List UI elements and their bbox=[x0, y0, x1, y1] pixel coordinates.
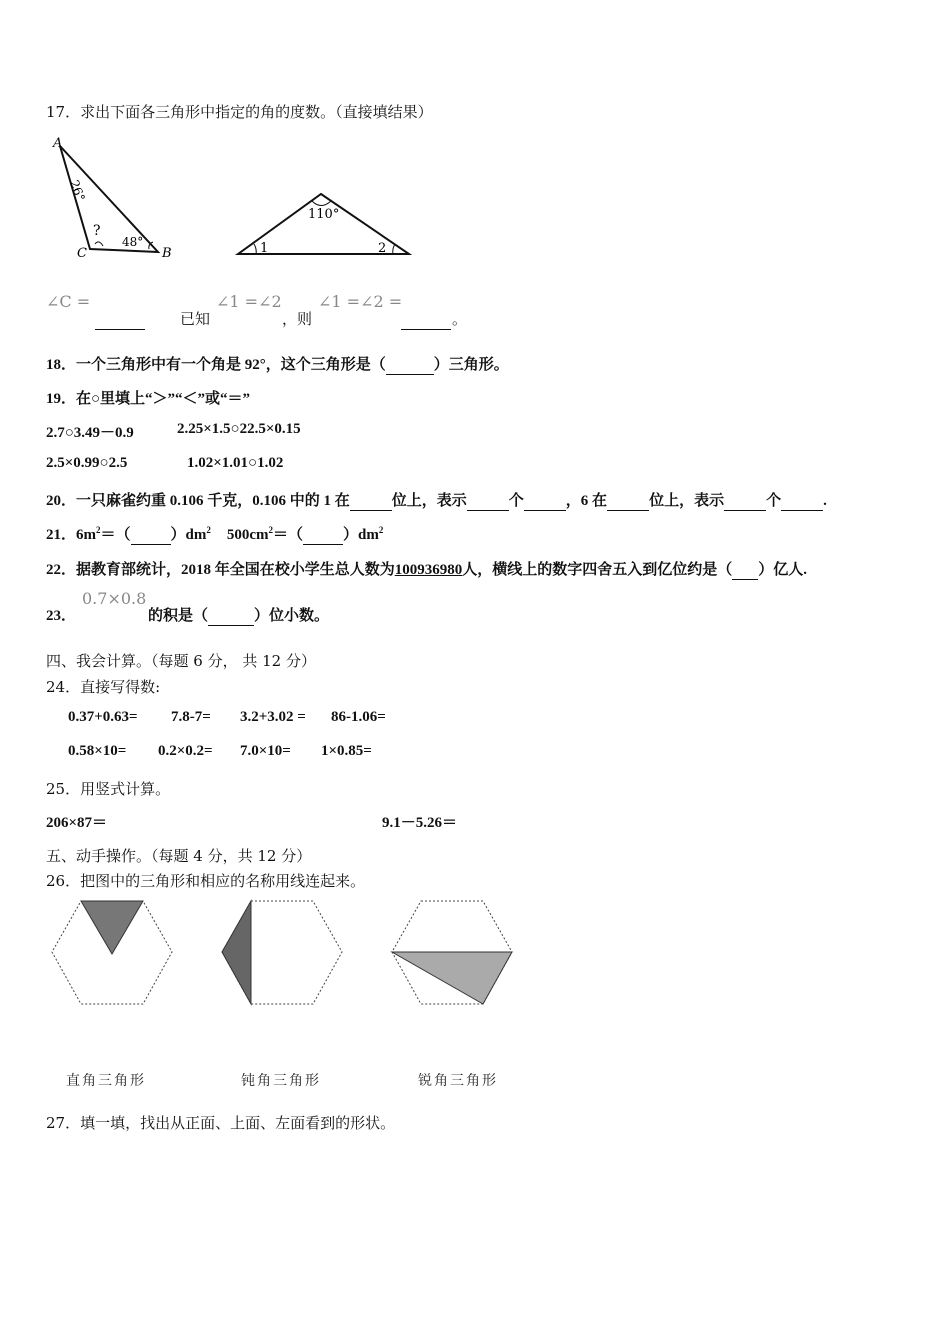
q17-tri2-angle-2: 2 bbox=[378, 241, 387, 256]
q20-text-3: 个 bbox=[508, 493, 524, 509]
section-4-title: 四、我会计算。（每题 6 分， 共 12 分） bbox=[46, 652, 316, 670]
q22-blank[interactable] bbox=[732, 562, 758, 580]
q23-line bbox=[148, 604, 329, 626]
q25-item-1: 206×87＝ bbox=[46, 815, 108, 831]
q20-text-7: . bbox=[823, 493, 827, 509]
q17-tri2-angle-top: 110° bbox=[308, 207, 340, 222]
q22-number: 100936980 bbox=[394, 562, 463, 578]
q19-item-4: 1.02×1.01○1.02 bbox=[187, 455, 284, 471]
q26-label-right: 直角三角形 bbox=[66, 1073, 146, 1089]
q26-label-obtuse: 钝角三角形 bbox=[241, 1073, 321, 1089]
q20-text-1: 20．一只麻雀约重 0.106 千克，0.106 中的 1 在 bbox=[46, 493, 350, 509]
q22-line bbox=[46, 558, 807, 580]
q22-text-1: 22．据教育部统计，2018 年全国在校小学生总人数为 bbox=[46, 562, 395, 578]
q24-item-8: 1×0.85= bbox=[321, 743, 372, 759]
q23-text-2: ）位小数。 bbox=[254, 608, 330, 624]
q17-tri1-vertex-c: C bbox=[77, 246, 87, 261]
section-5-title: 五、动手操作。（每题 4 分，共 12 分） bbox=[46, 847, 312, 865]
q19-item-2: 2.25×1.5○22.5×0.15 bbox=[177, 421, 301, 437]
q17-then-label: ，则 bbox=[282, 310, 313, 328]
q20-blank-3[interactable] bbox=[524, 493, 566, 511]
q20-blank-4[interactable] bbox=[607, 493, 649, 511]
q24-item-6: 0.2×0.2= bbox=[158, 743, 213, 759]
q19-title: 19．在○里填上“＞”“＜”或“＝” bbox=[46, 391, 251, 407]
q21-text-1: 21．6m bbox=[46, 527, 96, 543]
q21-text-3: ）dm bbox=[170, 527, 207, 543]
q24-item-5: 0.58×10= bbox=[68, 743, 127, 759]
q17-triangle-2 bbox=[232, 186, 417, 261]
q17-triangle-1 bbox=[45, 136, 185, 266]
q18-blank[interactable] bbox=[386, 357, 434, 375]
q17-tri1-vertex-b: B bbox=[162, 246, 172, 261]
q23-text-1: 的积是（ bbox=[148, 608, 209, 624]
q21-sup-4: 2 bbox=[378, 525, 384, 535]
q23-blank[interactable] bbox=[208, 608, 254, 626]
q26-title: 26．把图中的三角形和相应的名称用线连起来。 bbox=[46, 872, 366, 890]
q20-line bbox=[46, 489, 827, 511]
q18-text-after: ）三角形。 bbox=[433, 357, 509, 373]
q25-item-2: 9.1－5.26＝ bbox=[382, 815, 458, 831]
q17-tri1-angle-a: 26° bbox=[67, 178, 88, 204]
q26-hexagon-obtuse-triangle bbox=[218, 896, 348, 1010]
q21-text-2: ＝（ bbox=[100, 527, 131, 543]
q19-item-1: 2.7○3.49－0.9 bbox=[46, 425, 134, 441]
q26-label-acute: 锐角三角形 bbox=[418, 1073, 498, 1089]
q17-given-expr: ∠1 =∠2 bbox=[216, 292, 282, 311]
q26-hexagon-right-triangle bbox=[48, 896, 178, 1010]
q20-text-5: 位上，表示 bbox=[649, 493, 725, 509]
q21-sup-1: 2 bbox=[96, 525, 101, 535]
q17-angle-c-expr: ∠C = bbox=[46, 292, 91, 311]
q24-item-3: 3.2+3.02 = bbox=[240, 709, 306, 725]
q21-blank-2[interactable] bbox=[303, 527, 343, 545]
q21-text-6: ）dm bbox=[343, 527, 379, 543]
q20-blank-5[interactable] bbox=[724, 493, 766, 511]
q20-blank-6[interactable] bbox=[781, 493, 823, 511]
q17-answer-blank-1[interactable] bbox=[95, 311, 145, 330]
q17-tri2-angle-1: 1 bbox=[260, 241, 269, 256]
q24-title: 24．直接写得数: bbox=[46, 678, 161, 696]
q19-item-3: 2.5×0.99○2.5 bbox=[46, 455, 128, 471]
q25-title: 25．用竖式计算。 bbox=[46, 780, 171, 798]
q26-hexagon-acute-triangle bbox=[388, 896, 518, 1010]
q17-period: 。 bbox=[452, 310, 468, 328]
q18-text-before: 18．一个三角形中有一个角是 92°，这个三角形是（ bbox=[46, 357, 386, 373]
q22-text-3: ）亿人. bbox=[758, 562, 808, 578]
q17-tri1-vertex-a: A bbox=[53, 136, 63, 151]
q20-text-2: 位上，表示 bbox=[391, 493, 467, 509]
q22-text-2: 人，横线上的数字四舍五入到亿位约是（ bbox=[462, 562, 733, 578]
q18-line bbox=[46, 353, 509, 375]
q24-item-4: 86-1.06= bbox=[331, 709, 386, 725]
q24-item-1: 0.37+0.63= bbox=[68, 709, 138, 725]
q21-sup-3: 2 bbox=[268, 525, 274, 535]
q17-tri1-angle-c: ? bbox=[93, 223, 101, 239]
q24-item-7: 7.0×10= bbox=[240, 743, 291, 759]
q21-line bbox=[46, 523, 383, 545]
q17-then-expr: ∠1 =∠2 = bbox=[318, 292, 403, 311]
q17-given-label: 已知 bbox=[180, 310, 211, 328]
q23-number: 23． bbox=[46, 608, 77, 624]
q21-blank-1[interactable] bbox=[131, 527, 171, 545]
q21-text-5: ＝（ bbox=[273, 527, 304, 543]
q24-item-2: 7.8-7= bbox=[171, 709, 211, 725]
q20-blank-1[interactable] bbox=[350, 493, 392, 511]
q17-title: 17．求出下面各三角形中指定的角的度数。（直接填结果） bbox=[46, 103, 433, 121]
q21-sup-2: 2 bbox=[206, 525, 211, 535]
q17-tri1-angle-b: 48° bbox=[122, 235, 144, 249]
q20-text-4: ，6 在 bbox=[565, 493, 608, 509]
q20-blank-2[interactable] bbox=[467, 493, 509, 511]
q17-answer-blank-2[interactable] bbox=[401, 311, 451, 330]
q21-text-4: 500cm bbox=[226, 527, 269, 543]
q23-expr: 0.7×0.8 bbox=[82, 589, 147, 608]
q20-text-6: 个 bbox=[766, 493, 782, 509]
q27-title: 27．填一填，找出从正面、上面、左面看到的形状。 bbox=[46, 1114, 396, 1132]
